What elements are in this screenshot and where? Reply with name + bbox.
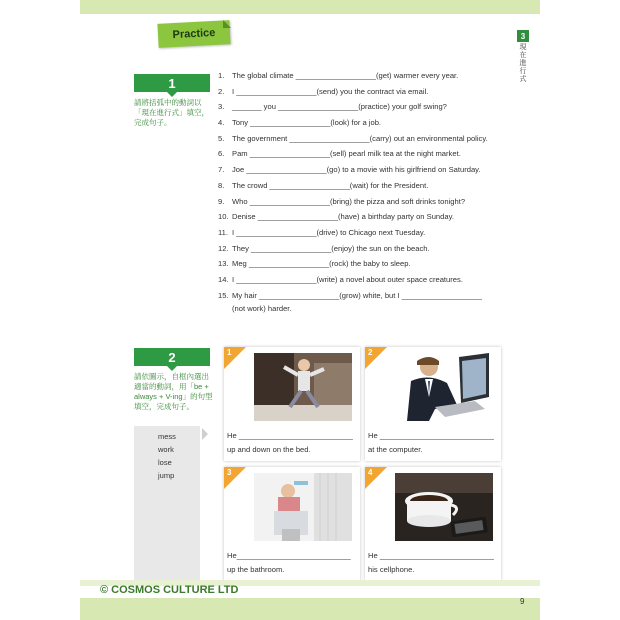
picture-card-1 <box>224 347 360 461</box>
item-text: The crowd ___________________(wait) for the President. <box>232 180 429 190</box>
picture-card-3 <box>224 467 360 581</box>
item-number: 2. <box>218 86 225 96</box>
list-item <box>218 288 518 304</box>
item-number: 7. <box>218 165 225 175</box>
item-number: 8. <box>218 180 225 190</box>
list-item <box>218 68 518 84</box>
footer-brand: © COSMOS CULTURE LTD <box>100 584 239 596</box>
item-number: 3. <box>218 102 225 112</box>
list-item <box>218 256 518 272</box>
arrow-right-icon <box>202 428 208 440</box>
item-text: Tony ___________________(look) for a job. <box>232 118 382 128</box>
section-2-number: 2 <box>134 348 210 366</box>
card-line-2: his cellphone. <box>368 565 415 574</box>
item-number: 5. <box>218 133 225 143</box>
item-text: My hair ___________________(grow) white, but I ___________________ <box>232 290 482 300</box>
item-number: 13. <box>218 259 229 269</box>
item-text: I ___________________(drive) to Chicago next Tuesday. <box>232 227 426 237</box>
list-item <box>218 178 518 194</box>
item-number: 12. <box>218 243 229 253</box>
tab-fold-icon <box>223 20 231 28</box>
section-2-instruction: 請依圖示，自框內選出適當的動詞，用「be + always + V-ing」的句型填空，完成句子。 <box>134 372 213 411</box>
list-item <box>218 99 518 115</box>
word-bank-item: mess <box>158 432 176 441</box>
item-text: The government ___________________(carry) out an environmental policy. <box>232 133 488 143</box>
item-text: Joe ___________________(go) to a movie with his girlfriend on Saturday. <box>232 165 481 175</box>
card-line-2: up the bathroom. <box>227 565 285 574</box>
card-line-1: He ___________________________ <box>368 551 494 560</box>
list-item <box>218 162 518 178</box>
item-15-continuation: (not work) harder. <box>232 304 292 313</box>
list-item <box>218 146 518 162</box>
list-item <box>218 209 518 225</box>
boy-jumping-on-bed-image <box>254 353 352 421</box>
list-item <box>218 115 518 131</box>
item-text: The global climate ___________________(get) warmer every year. <box>232 71 459 80</box>
card-line-1: He___________________________ <box>227 551 351 560</box>
card-line-2: up and down on the bed. <box>227 445 311 454</box>
section-1-number: 1 <box>134 74 210 92</box>
item-text: Pam ___________________(sell) pearl milk tea at the night market. <box>232 149 461 159</box>
card-line-1: He ___________________________ <box>368 431 494 440</box>
item-number: 4. <box>218 118 225 128</box>
picture-card-2 <box>365 347 501 461</box>
list-item <box>218 272 518 288</box>
item-number: 1. <box>218 71 225 80</box>
list-item <box>218 194 518 210</box>
word-bank-item: jump <box>158 471 175 480</box>
list-item <box>218 131 518 147</box>
item-text: I ___________________(write) a novel about outer space creatures. <box>232 274 463 284</box>
chapter-number: 3 <box>517 30 529 42</box>
page-number: 9 <box>520 597 525 606</box>
exercise-list <box>218 68 518 303</box>
item-number: 6. <box>218 149 225 159</box>
item-text: I ___________________(send) you the contract via email. <box>232 86 429 96</box>
word-bank-item: lose <box>158 458 172 467</box>
card-number: 3 <box>227 468 232 477</box>
card-line-2: at the computer. <box>368 445 423 454</box>
word-bank <box>134 426 200 580</box>
item-text: Meg ___________________(rock) the baby to sleep. <box>232 259 411 269</box>
chapter-title: 現在進行式 <box>519 44 527 83</box>
item-text: _______ you ___________________(practice) your golf swing? <box>232 102 447 112</box>
list-item <box>218 241 518 257</box>
list-item <box>218 84 518 100</box>
card-line-1: He ___________________________ <box>227 431 353 440</box>
item-text: Denise ___________________(have) a birthday party on Sunday. <box>232 212 454 222</box>
item-number: 11. <box>218 227 228 237</box>
practice-tab: Practice <box>157 20 230 48</box>
item-number: 9. <box>218 196 225 206</box>
item-number: 10. <box>218 212 229 222</box>
picture-card-4 <box>365 467 501 581</box>
list-item <box>218 225 518 241</box>
item-number: 14. <box>218 274 229 284</box>
item-text: Who ___________________(bring) the pizza and soft drinks tonight? <box>232 196 466 206</box>
item-number: 15. <box>218 290 229 300</box>
coffee-and-phone-image <box>395 473 493 541</box>
section-1-instruction: 請將括弧中的動詞以「現在進行式」填空，完成句子。 <box>134 98 209 127</box>
header-band <box>80 0 540 14</box>
word-bank-item: work <box>158 445 174 454</box>
card-number: 2 <box>368 348 373 357</box>
man-at-computer-image <box>395 353 493 421</box>
card-number: 1 <box>227 348 232 357</box>
item-text: They ___________________(enjoy) the sun on the beach. <box>232 243 430 253</box>
messy-bathroom-image <box>254 473 352 541</box>
card-number: 4 <box>368 468 373 477</box>
footer-band <box>80 598 540 620</box>
